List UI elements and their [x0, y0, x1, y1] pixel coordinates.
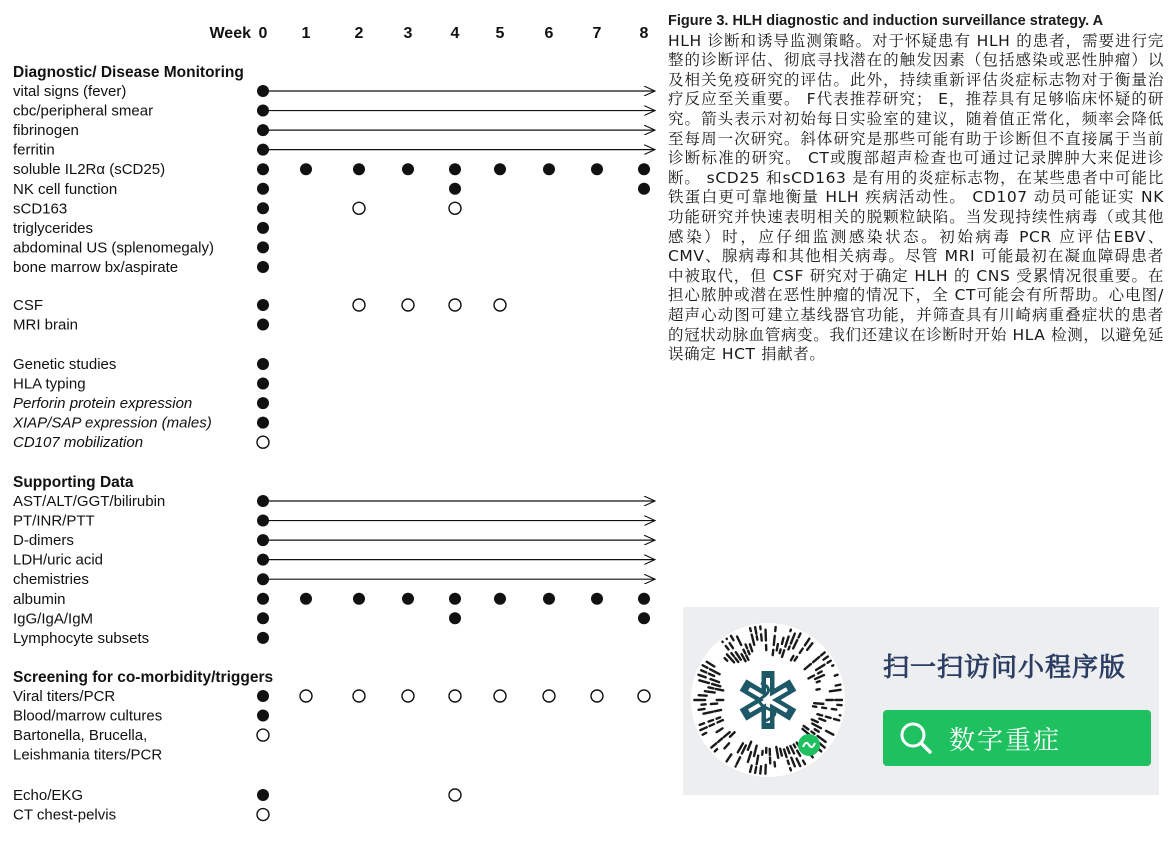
filled-dot: [257, 573, 269, 585]
row-label: IgG/IgA/IgM: [13, 610, 94, 628]
open-dot: [449, 789, 461, 801]
filled-dot: [257, 632, 269, 644]
filled-dot: [543, 163, 555, 175]
filled-dot: [638, 612, 650, 624]
filled-dot: [257, 261, 269, 273]
filled-dot: [257, 85, 269, 97]
section-title: Diagnostic/ Disease Monitoring: [13, 64, 244, 81]
row-label: sCD163: [13, 200, 68, 218]
open-dot: [494, 690, 506, 702]
row-label: XIAP/SAP expression (males): [13, 414, 212, 432]
row-label: Blood/marrow cultures: [13, 707, 163, 725]
open-dot: [449, 690, 461, 702]
row-label: CT chest-pelvis: [13, 806, 117, 824]
row-label: Viral titers/PCR: [13, 688, 116, 705]
row-label: cbc/peripheral smear: [13, 102, 154, 120]
filled-dot: [257, 319, 269, 331]
section-title: Screening for co-morbidity/triggers: [13, 669, 274, 686]
filled-dot: [257, 358, 269, 370]
row-label: AST/ALT/GGT/bilirubin: [13, 493, 166, 510]
search-icon: [899, 721, 933, 755]
row-label: HLA typing: [13, 375, 86, 393]
open-dot: [353, 299, 365, 311]
week-header-label: Week: [209, 25, 251, 42]
row-label: CD107 mobilization: [13, 434, 144, 452]
row-label: bone marrow bx/aspirate: [13, 258, 179, 276]
row-label: ferritin: [13, 141, 55, 159]
filled-dot: [257, 202, 269, 214]
filled-dot: [638, 163, 650, 175]
filled-dot: [257, 515, 269, 527]
row-label: triglycerides: [13, 219, 94, 237]
row-label: Bartonella, Brucella,: [13, 727, 148, 745]
open-dot: [543, 690, 555, 702]
caption-paragraph: HLH 诊断和诱导监测策略。对于怀疑患有 HLH 的患者，需要进行完整的诊断评估、彻底寻找潜在的触发因素（包括感染或恶性肿瘤）以及相关免疫研究的评估。此外，持续重新评估炎症标志物对于衡量治疗反应至关重要。 F代表推荐研究； E，推荐具有足够临床怀疑的研究。箭头表示对初始每日实验室的建议，随着值正常化，频率会降低至每周一次研究。斜体研究是那些可能有助于诊断但不直接属于当前诊断标准的研究。 CT或腹部超声检查也可通过记录脾肿大来促进诊断。 sCD25 和sCD163 是有用的炎症标志物，在某些患者中可能比铁蛋白更可靠地衡量 HLH 疾病活动性。 CD107 动员可能证实 NK 功能研究并快速表明相关的脱颗粒缺陷。当发现持续性病毒（或其他感染）时，应仔细监测感染状态。初始病毒 PCR 应评估EBV、CMV、腺病毒和其他相关病毒。尽管 MRI 可能最初在凝血障碍患者中被取代，但 CSF 研究对于确定 HLH 的 CNS 受累情况很重要。在担心脓肿或潜在恶性肿瘤的情况下，全 CT可能会有所帮助。心电图/超声心动图可建立基线器官功能，并筛查具有川崎病重叠症状的患者的冠状动脉血管病变。我们还建议在诊断时开始 HLA 检测，以避免延误确定 HCT 捐献者。: [668, 31, 1164, 364]
filled-dot: [300, 593, 312, 605]
row-label: MRI brain: [13, 316, 79, 334]
row-label: D-dimers: [13, 532, 74, 550]
filled-dot: [257, 124, 269, 136]
filled-dot: [449, 163, 461, 175]
open-dot: [257, 809, 269, 821]
open-dot: [353, 202, 365, 214]
filled-dot: [591, 163, 603, 175]
row-label: soluble IL2Rα (sCD25): [13, 161, 166, 179]
filled-dot: [257, 534, 269, 546]
filled-dot: [257, 690, 269, 702]
row-label: Lymphocyte subsets: [13, 629, 150, 647]
row-label: vital signs (fever): [13, 83, 127, 100]
filled-dot: [257, 105, 269, 117]
filled-dot: [257, 299, 269, 311]
week-tick-label: 4: [450, 25, 460, 42]
filled-dot: [257, 163, 269, 175]
week-tick-label: 8: [639, 25, 649, 42]
row-label: Echo/EKG: [13, 787, 84, 804]
filled-dot: [257, 554, 269, 566]
mini-program-button-label: 数字重症: [949, 725, 1062, 756]
filled-dot: [257, 222, 269, 234]
filled-dot: [638, 183, 650, 195]
row-label: LDH/uric acid: [13, 551, 104, 569]
open-dot: [257, 436, 269, 448]
week-tick-label: 3: [403, 25, 413, 42]
filled-dot: [494, 593, 506, 605]
week-tick-label: 7: [592, 25, 602, 42]
filled-dot: [257, 417, 269, 429]
filled-dot: [257, 789, 269, 801]
row-label: CSF: [13, 297, 43, 314]
filled-dot: [257, 378, 269, 390]
filled-dot: [257, 612, 269, 624]
filled-dot: [449, 183, 461, 195]
open-dot: [402, 299, 414, 311]
figure-caption: [668, 12, 1164, 365]
row-label: Leishmania titers/PCR: [13, 746, 163, 764]
row-label: albumin: [13, 590, 66, 608]
week-tick-label: 0: [258, 25, 268, 42]
week-tick-label: 1: [301, 25, 311, 42]
filled-dot: [591, 593, 603, 605]
filled-dot: [257, 183, 269, 195]
open-dot: [353, 690, 365, 702]
row-label: fibrinogen: [13, 122, 79, 140]
filled-dot: [449, 612, 461, 624]
filled-dot: [402, 593, 414, 605]
promo-title: 扫一扫访问小程序版: [883, 653, 1127, 683]
filled-dot: [353, 163, 365, 175]
caption-title: Figure 3. HLH diagnostic and induction surveillance strategy. A: [668, 13, 1104, 29]
open-dot: [402, 690, 414, 702]
filled-dot: [257, 710, 269, 722]
filled-dot: [402, 163, 414, 175]
row-label: NK cell function: [13, 180, 118, 198]
filled-dot: [449, 593, 461, 605]
filled-dot: [257, 144, 269, 156]
filled-dot: [353, 593, 365, 605]
section-title: Supporting Data: [13, 474, 134, 491]
open-dot: [638, 690, 650, 702]
row-label: Perforin protein expression: [13, 395, 193, 413]
filled-dot: [257, 397, 269, 409]
open-dot: [494, 299, 506, 311]
filled-dot: [257, 593, 269, 605]
week-tick-label: 5: [495, 25, 505, 42]
open-dot: [257, 729, 269, 741]
row-label: chemistries: [13, 571, 89, 589]
qr-code-icon[interactable]: [691, 623, 845, 777]
filled-dot: [300, 163, 312, 175]
row-label: abdominal US (splenomegaly): [13, 239, 214, 257]
week-tick-label: 2: [354, 25, 364, 42]
mini-program-promo: [683, 607, 1159, 795]
open-dot: [300, 690, 312, 702]
filled-dot: [257, 495, 269, 507]
filled-dot: [543, 593, 555, 605]
row-label: PT/INR/PTT: [13, 512, 95, 530]
open-dot: [449, 299, 461, 311]
open-dot: [449, 202, 461, 214]
mini-program-button[interactable]: [883, 710, 1151, 766]
row-label: Genetic studies: [13, 356, 117, 373]
filled-dot: [638, 593, 650, 605]
open-dot: [591, 690, 603, 702]
filled-dot: [257, 241, 269, 253]
week-tick-label: 6: [544, 25, 554, 42]
filled-dot: [494, 163, 506, 175]
